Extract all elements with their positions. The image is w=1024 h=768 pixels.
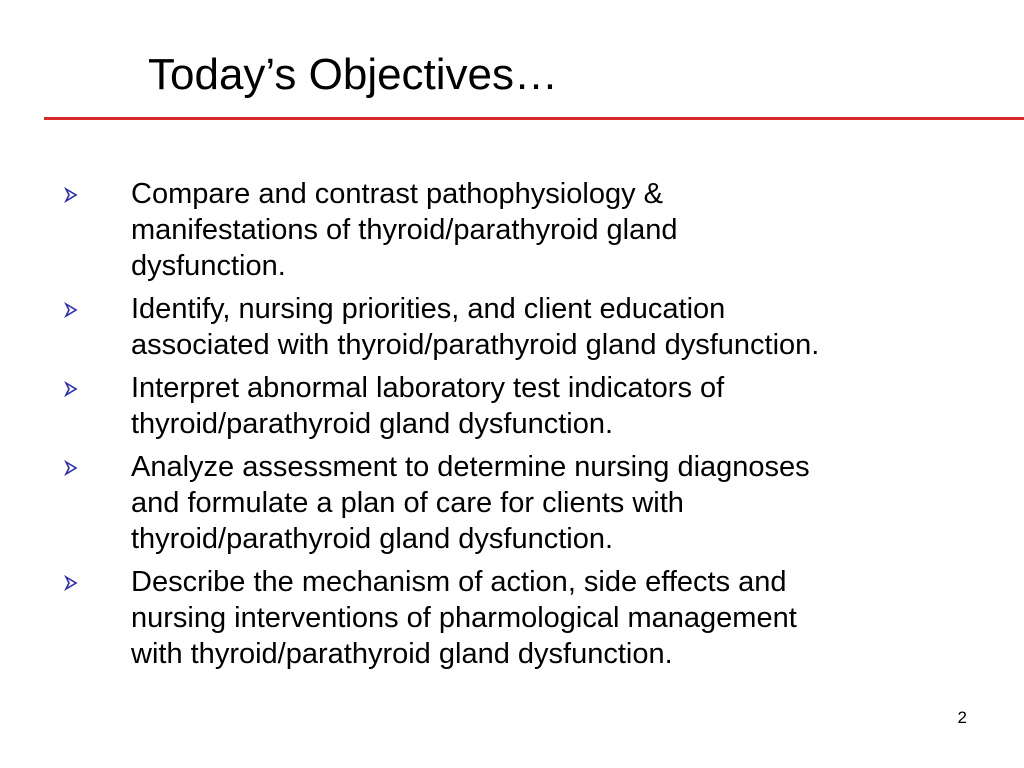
arrowhead-bullet-icon xyxy=(63,460,79,476)
objective-line: Analyze assessment to determine nursing diagnoses xyxy=(131,451,810,483)
objective-line: with thyroid/parathyroid gland dysfunction. xyxy=(131,638,673,670)
objective-text xyxy=(131,370,964,442)
objective-item xyxy=(0,564,1024,672)
objective-text xyxy=(131,449,964,557)
objective-item xyxy=(0,370,1024,442)
objective-line: Interpret abnormal laboratory test indicators of xyxy=(131,372,725,404)
arrowhead-bullet-icon xyxy=(63,187,79,203)
objective-item xyxy=(0,176,1024,284)
title-divider xyxy=(44,117,1024,120)
arrowhead-bullet-icon xyxy=(63,575,79,591)
objective-line: Describe the mechanism of action, side effects and xyxy=(131,566,787,598)
objective-line: dysfunction. xyxy=(131,250,286,282)
arrowhead-bullet-icon xyxy=(63,381,79,397)
objective-line: Identify, nursing priorities, and client education xyxy=(131,293,726,325)
objective-line: associated with thyroid/parathyroid gland dysfunction. xyxy=(131,329,820,361)
objectives-list xyxy=(0,176,1024,679)
slide-number: 2 xyxy=(957,708,967,727)
objective-item xyxy=(0,291,1024,363)
objective-line: and formulate a plan of care for clients with xyxy=(131,487,684,519)
slide-title: Today’s Objectives… xyxy=(148,50,559,99)
objective-text xyxy=(131,564,964,672)
arrowhead-bullet-icon xyxy=(63,302,79,318)
objective-item xyxy=(0,449,1024,557)
objective-text xyxy=(131,291,964,363)
objective-text xyxy=(131,176,964,284)
objective-line: manifestations of thyroid/parathyroid gland xyxy=(131,214,678,246)
objective-line: nursing interventions of pharmological management xyxy=(131,602,797,634)
objective-line: thyroid/parathyroid gland dysfunction. xyxy=(131,408,614,440)
objective-line: Compare and contrast pathophysiology & xyxy=(131,178,663,210)
objective-line: thyroid/parathyroid gland dysfunction. xyxy=(131,523,614,555)
